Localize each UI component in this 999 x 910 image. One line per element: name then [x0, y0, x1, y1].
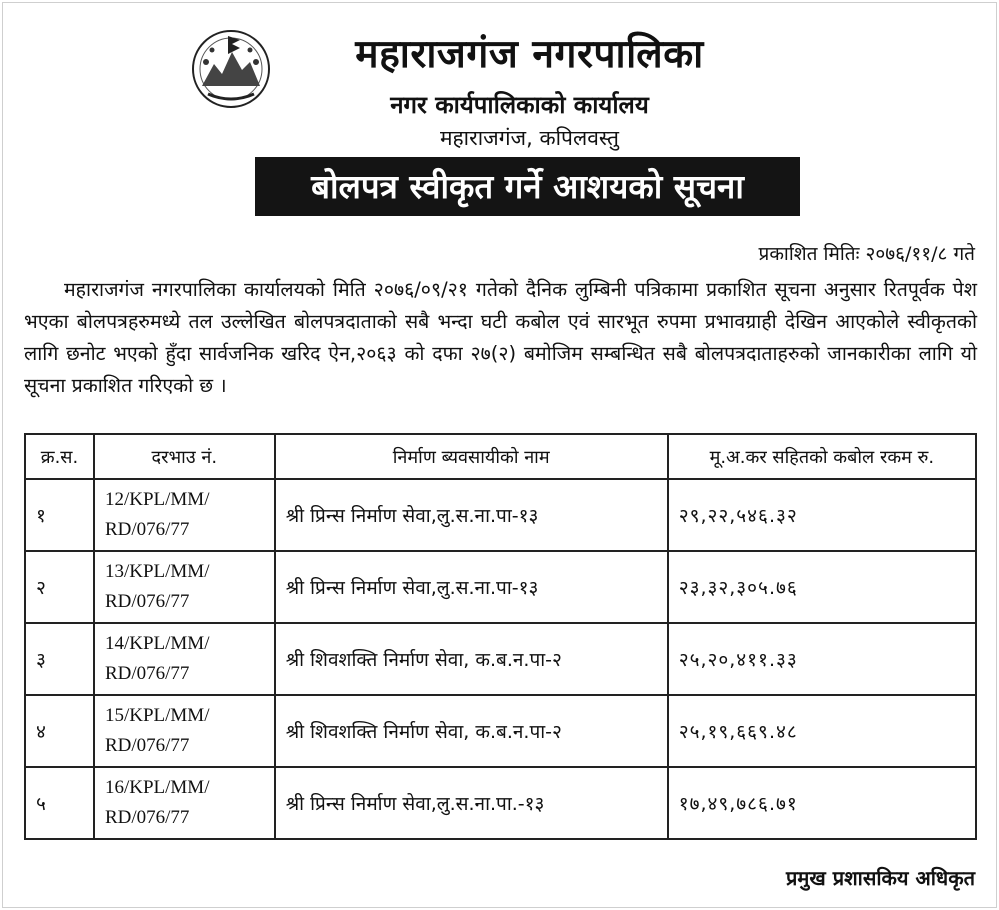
contractor-name-cell: श्री शिवशक्ति निर्माण सेवा, क.ब.न.पा-२ [275, 695, 668, 767]
bid-number-line1: 13/KPL/MM/ [104, 561, 210, 582]
contractor-name-cell: श्री शिवशक्ति निर्माण सेवा, क.ब.न.पा-२ [275, 623, 668, 695]
header-bid-number: दरभाउ नं. [94, 434, 275, 479]
office-name: नगर कार्यपालिकाको कार्यालय [390, 91, 649, 119]
bid-number-line1: 15/KPL/MM/ [104, 705, 210, 726]
bid-number-line1: 12/KPL/MM/ [104, 489, 210, 510]
bid-number-line2: RD/076/77 [104, 807, 190, 828]
bid-number-line1: 14/KPL/MM/ [104, 633, 210, 654]
table-header-row [25, 434, 976, 479]
table-row [25, 623, 976, 695]
table-row [25, 767, 976, 839]
bid-number-line2: RD/076/77 [104, 663, 190, 684]
bid-number-cell [94, 623, 275, 695]
bid-number-cell [94, 551, 275, 623]
bid-number-line2: RD/076/77 [104, 519, 190, 540]
signature-title: प्रमुख प्रशासकिय अधिकृत [786, 866, 975, 890]
notice-body: महाराजगंज नगरपालिका कार्यालयको मिति २०७६/०९/२१ गतेको दैनिक लुम्बिनी पत्रिकामा प्रकाशित सूचना अनुसार रितपूर्वक पेश भएका बोलपत्रहरुमध्ये तल उल्लेखित बोलपत्रदाताको सबै भन्दा घटी कबोल एवं सारभूत रुपमा प्रभावग्राही देखिन आएकोले स्वीकृतको लागि छनोट भएको हुँदा सार्वजनिक खरिद ऐन,२०६३ को दफा २७(२) बमोजिम सम्बन्धित सबै बोलपत्रदाताहरुको जानकारीका लागि यो सूचना प्रकाशित गरिएको छ । [24, 278, 977, 397]
bid-number-cell [94, 479, 275, 551]
table-row [25, 551, 976, 623]
serial-cell: ३ [25, 623, 94, 695]
serial-cell: ५ [25, 767, 94, 839]
contractor-name-cell: श्री प्रिन्स निर्माण सेवा,लु.स.ना.पा-१३ [275, 551, 668, 623]
header-contractor-name: निर्माण ब्यवसायीको नाम [275, 434, 668, 479]
amount-cell: २५,२०,४११.३३ [668, 623, 976, 695]
bid-number-line2: RD/076/77 [104, 735, 190, 756]
header-serial: क्र.स. [25, 434, 94, 479]
amount-cell: २३,३२,३०५.७६ [668, 551, 976, 623]
bid-number-line1: 16/KPL/MM/ [104, 777, 210, 798]
bid-table [24, 433, 977, 840]
bid-number-cell [94, 695, 275, 767]
publication-date: प्रकाशित मितिः २०७६/११/८ गते [758, 243, 975, 265]
bid-number-line2: RD/076/77 [104, 591, 190, 612]
serial-cell: ४ [25, 695, 94, 767]
serial-cell: १ [25, 479, 94, 551]
address: महाराजगंज, कपिलवस्तु [439, 126, 620, 150]
serial-cell: २ [25, 551, 94, 623]
amount-cell: १७,४९,७८६.७१ [668, 767, 976, 839]
amount-cell: २५,१९,६६९.४८ [668, 695, 976, 767]
bid-number-cell [94, 767, 275, 839]
table-row [25, 479, 976, 551]
org-name: महाराजगंज नगरपालिका [355, 32, 704, 77]
header-amount: मू.अ.कर सहितको कबोल रकम रु. [668, 434, 976, 479]
contractor-name-cell: श्री प्रिन्स निर्माण सेवा,लु.स.ना.पा-१३ [275, 479, 668, 551]
table-row [25, 695, 976, 767]
notice-title-banner: बोलपत्र स्वीकृत गर्ने आशयको सूचना [255, 157, 800, 216]
contractor-name-cell: श्री प्रिन्स निर्माण सेवा,लु.स.ना.पा.-१३ [275, 767, 668, 839]
amount-cell: २९,२२,५४६.३२ [668, 479, 976, 551]
